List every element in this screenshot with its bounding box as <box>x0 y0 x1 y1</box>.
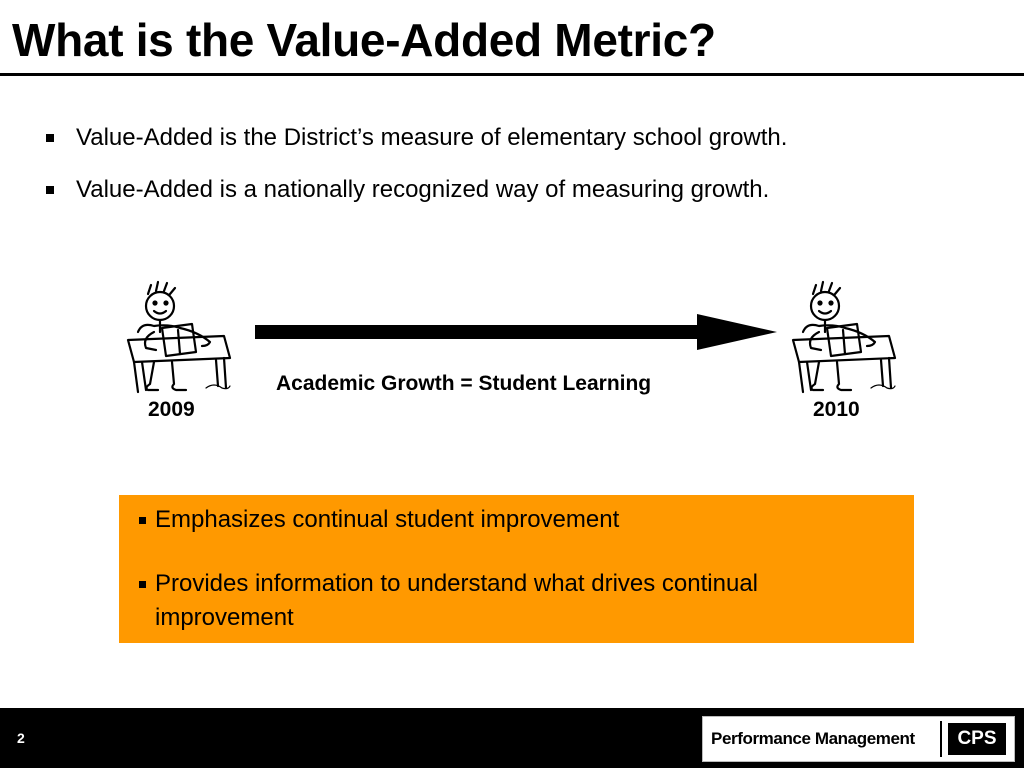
slide-title: What is the Value-Added Metric? <box>12 14 716 66</box>
page-number: 2 <box>17 730 25 746</box>
growth-diagram <box>0 270 1024 430</box>
cps-logo <box>702 716 1015 762</box>
title-underline <box>0 73 1024 76</box>
square-bullet-icon <box>139 517 146 524</box>
bullet-item <box>40 172 787 208</box>
bullet-text: Value-Added is the District’s measure of elementary school growth. <box>76 124 788 151</box>
student-reading-icon <box>785 280 905 395</box>
logo-divider <box>940 721 942 757</box>
square-bullet-icon <box>139 581 146 588</box>
square-bullet-icon <box>46 186 54 194</box>
benefits-list <box>139 503 899 665</box>
benefit-item <box>139 503 899 537</box>
bullet-text: Value-Added is a nationally recognized way of measuring growth. <box>76 176 770 203</box>
bullet-item <box>40 120 787 156</box>
logo-text: Performance Management <box>711 729 915 748</box>
end-year-label: 2010 <box>813 398 860 421</box>
square-bullet-icon <box>46 134 54 142</box>
benefit-text: Emphasizes continual student improvement <box>155 506 620 533</box>
start-year-label: 2009 <box>148 398 195 421</box>
intro-bullet-list <box>40 120 787 224</box>
benefit-text: Provides information to understand what drives continual improvement <box>155 570 758 631</box>
arrow-right-icon <box>255 312 780 352</box>
student-reading-icon <box>120 280 240 395</box>
benefit-item <box>139 567 899 635</box>
benefits-callout-box <box>119 495 914 643</box>
slide-footer <box>0 708 1024 768</box>
logo-badge: CPS <box>948 723 1006 755</box>
diagram-caption: Academic Growth = Student Learning <box>276 372 652 395</box>
